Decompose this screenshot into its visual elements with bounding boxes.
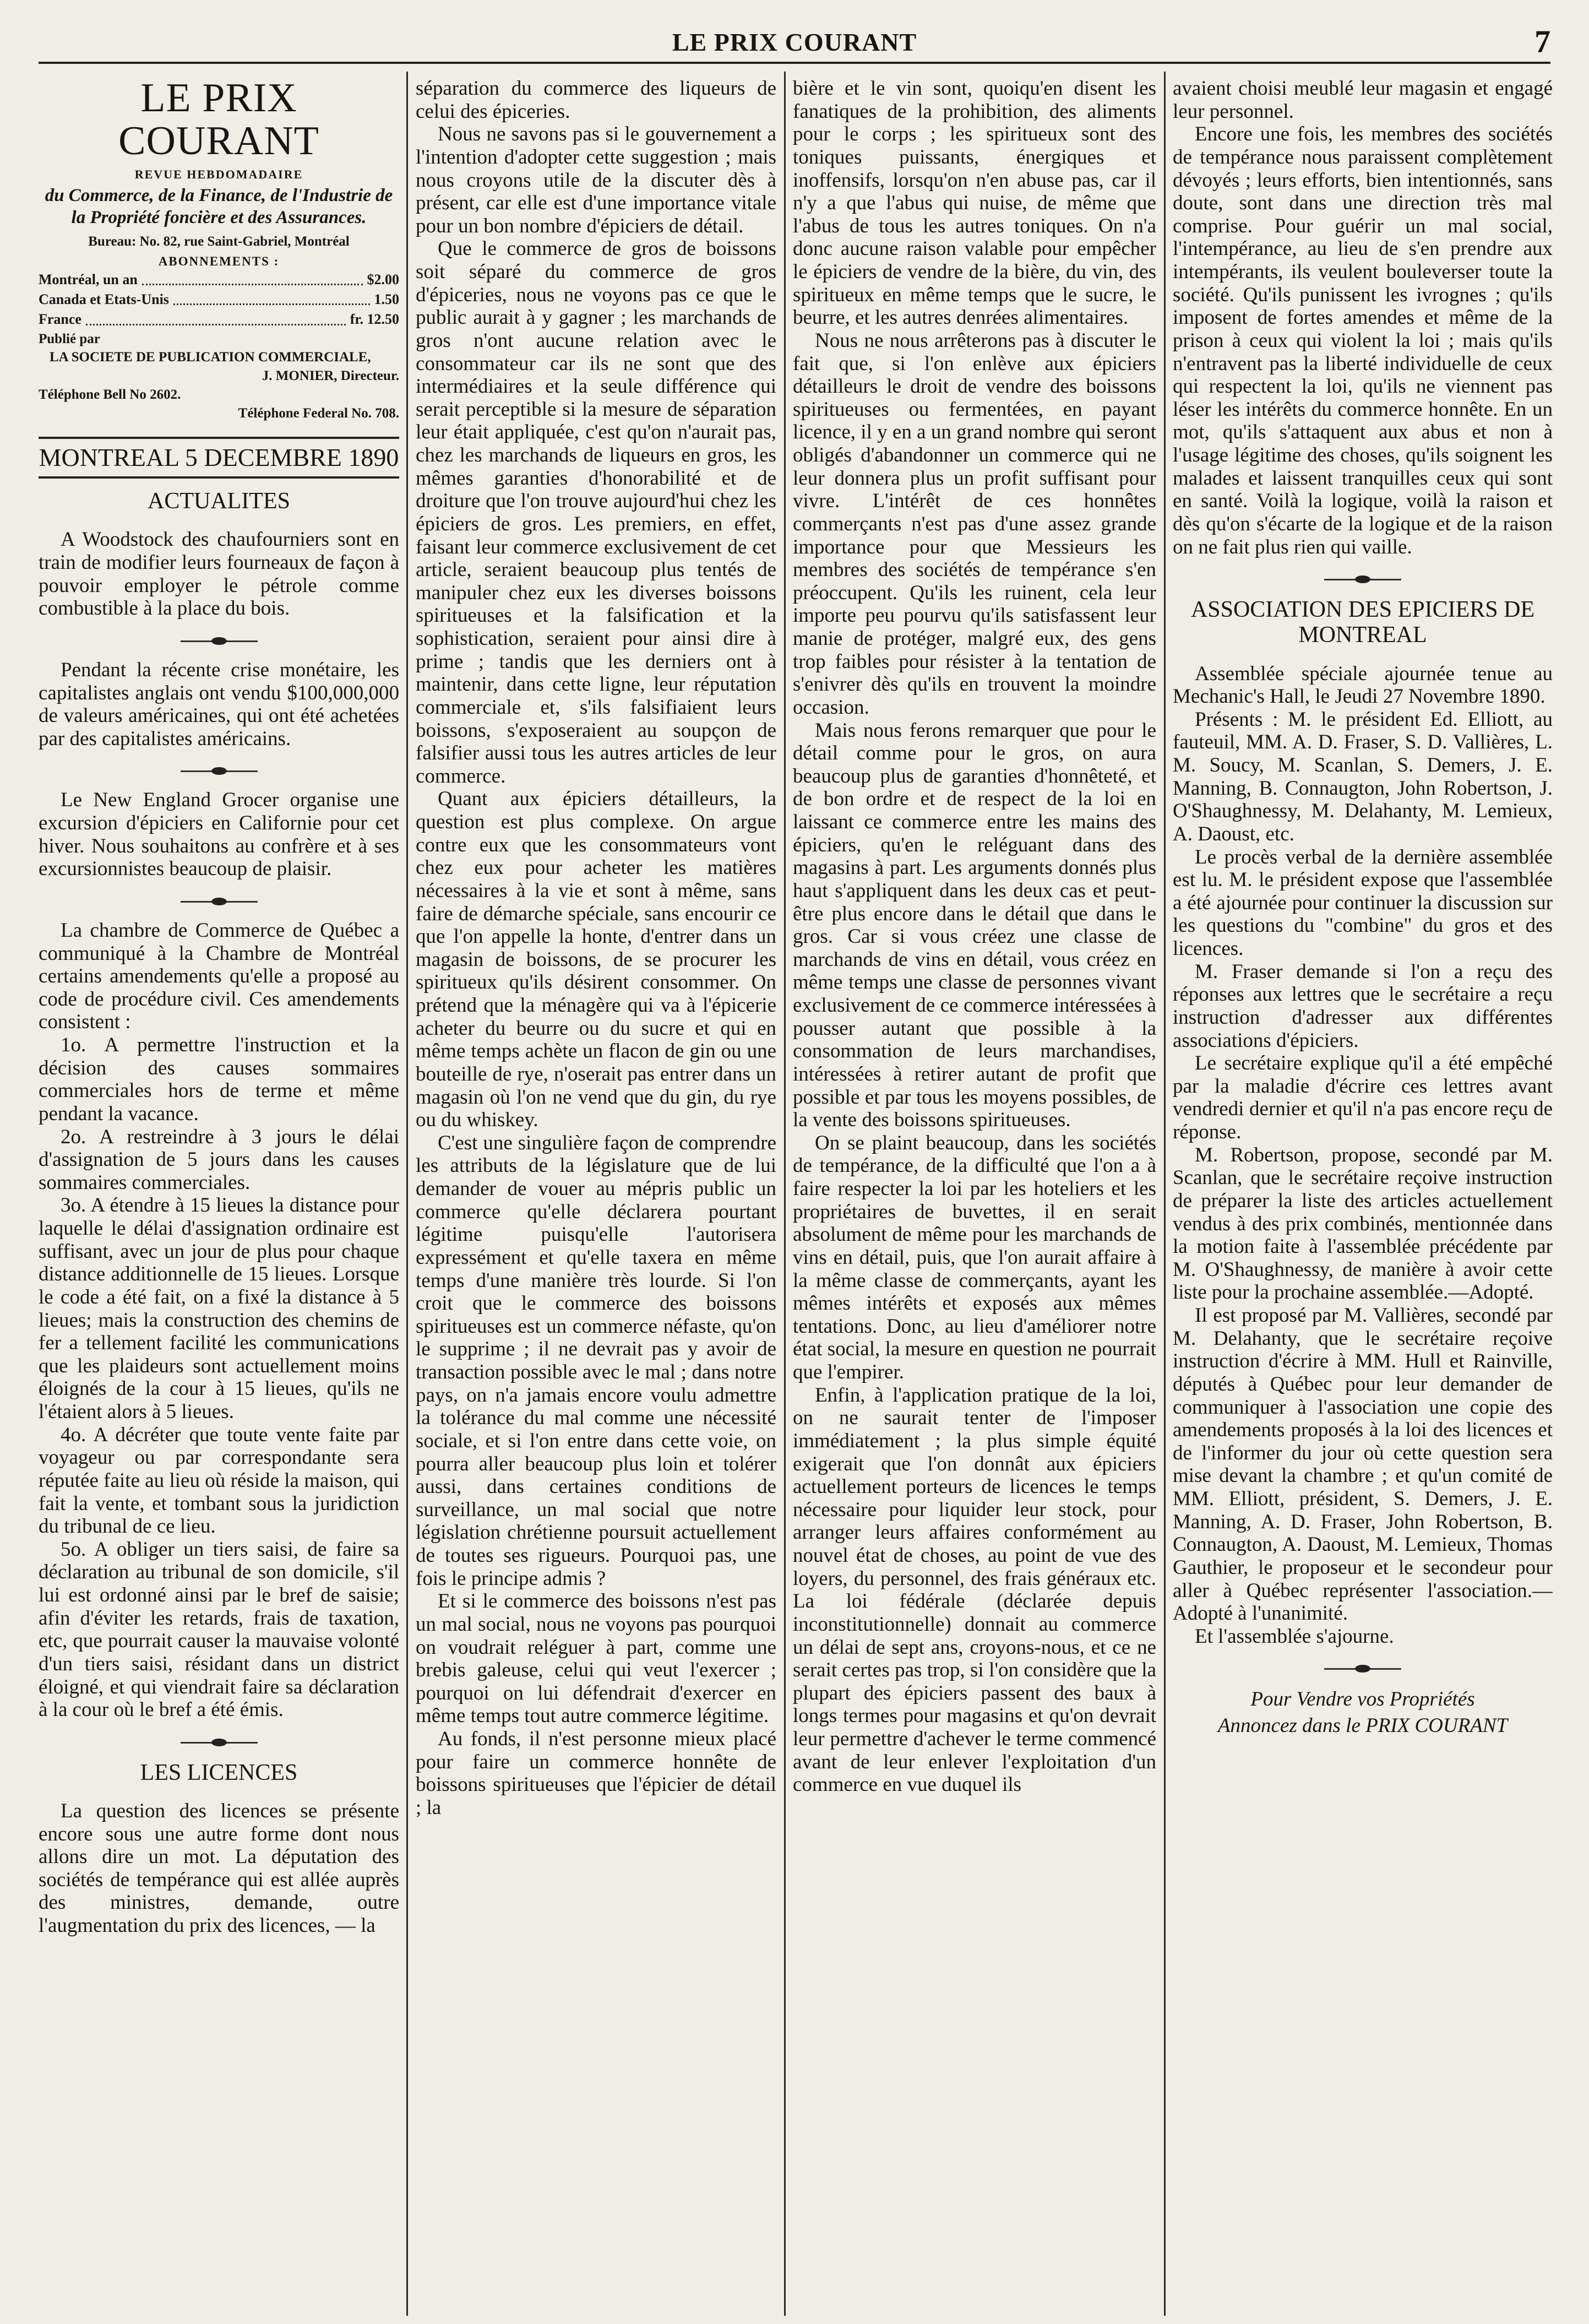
masthead-subtitle: REVUE HEBDOMADAIRE — [134, 167, 303, 182]
running-title: LE PRIX COURANT — [672, 28, 917, 56]
article-paragraph: 4o. A décréter que toute vente faite par voyageur ou par correspondante sera réputée faite au lieu où réside la maison, qui fait la vente, et tombant sous la juridiction du tribunal de ce lieu. — [39, 1423, 399, 1538]
article-paragraph: 3o. A étendre à 15 lieues la distance pour laquelle le délai d'assignation ordinaire est suffisant, avec un jour de plus pour chaque distance additionnelle de 15 lieues. Lorsque le code a été fait, on a fixé la distance à 5 lieues; mais la construction des chemins de fer a tellement facilité les communications que les plaideurs sont actuellement moins éloignés de la cour à 15 lieues, qu'ils ne l'étaient alors à 5 lieues. — [39, 1194, 399, 1424]
separator — [1324, 573, 1401, 586]
article-paragraph: Enfin, à l'application pratique de la loi, on ne saurait tenter de l'imposer immédiatement ; la plus simple équité exigerait que l'on donnât aux épiciers actuellement porteurs de licences le temps nécessaire pour liquider leur stock, pour arranger leurs affaires conformément au nouvel état de choses, au point de vue des loyers, du personnel, des frais généraux etc. La loi fédérale (déclarée depuis inconstitutionnelle) donnait au commerce un délai de sept ans, croyons-nous, et ce ne serait certes pas trop, si l'on considère que la plupart des épiciers passent des baux à longs termes pour magasins et qu'on devrait leur permettre d'achever le terme commencé avant de leur enlever l'exploitation d'un commerce en vue duquel ils — [793, 1383, 1156, 1796]
article-paragraph: C'est une singulière façon de comprendre les attributs de la législature que de lui demander de vouer au mépris public un commerce qu'elle déclarera pourtant légitime puisqu'elle l'autorisera expressément et qu'elle taxera en même temps d'une manière très lourde. Si l'on croit que le commerce des boissons spiritueuses est un commerce néfaste, qu'on le supprime ; il ne devrait pas y avoir de transaction possible avec le mal ; dans notre pays, on n'a jamais encore voulu admettre la tolérance du mal comme une nécessité sociale, et si l'on entre dans cette voie, on pourra aller beaucoup plus loin et tolérer aussi, dans certaines conditions de surveillance, un mal social que notre législation chrétienne poursuit actuellement de toutes ses rigueurs. Pourquoi pas, une fois le principe admis ? — [416, 1131, 776, 1590]
masthead-title: LE PRIX COURANT — [118, 77, 319, 164]
column-1 — [39, 77, 399, 2313]
column-rule — [1164, 72, 1166, 2316]
masthead — [39, 77, 399, 422]
separator — [181, 895, 258, 908]
column-rule — [784, 72, 786, 2316]
publisher: LA SOCIETE DE PUBLICATION COMMERCIALE, — [50, 350, 371, 365]
article-paragraph: A Woodstock des chaufourniers sont en train de modifier leurs fourneaux de façon à pouvoir employer le pétrole comme combustible à la place du bois. — [39, 528, 399, 620]
article-paragraph: Le secrétaire explique qu'il a été empêché par la maladie d'écrire ces lettres avant vendredi dernier et qu'il n'a pas encore reçu de réponse. — [1173, 1052, 1553, 1143]
article-paragraph: Au fonds, il n'est personne mieux placé pour faire un commerce honnête de boissons spiritueuses que l'épicier de détail ; la — [416, 1728, 776, 1819]
subscription-place: France — [39, 311, 81, 328]
article-paragraph: 1o. A permettre l'instruction et la décision des causes sommaires commerciales hors de terme et même pendant la vacance. — [39, 1034, 399, 1125]
masthead-description: du Commerce, de la Finance, de l'Industrie de la Propriété foncière et des Assurances. — [45, 185, 393, 227]
subscription-place: Canada et Etats-Unis — [39, 291, 169, 307]
separator — [181, 764, 258, 778]
article-paragraph: 5o. A obliger un tiers saisi, de faire sa déclaration au tribunal de son domicile, s'il lui est ordonné ainsi par le bref de saisie; afin d'éviter les retards, frais de taxation, etc, que pourrait causer la mauvaise volonté d'un tiers saisi, résidant dans un district éloigné, et qui viendrait faire sa déclaration à la cour où le bref a été émis. — [39, 1538, 399, 1722]
article-paragraph: Le procès verbal de la dernière assemblée est lu. M. le président expose que l'assemblée a été ajournée pour continuer la discussion sur les questions du "combine" du gros et des licences. — [1173, 845, 1553, 960]
article-paragraph: Nous ne savons pas si le gouvernement a l'intention d'adopter cette suggestion ; mais nous croyons utile de la discuter dès à présent, car elle est d'une importance vitale pour un bon nombre d'épiciers de détail. — [416, 123, 776, 237]
article-paragraph: 2o. A restreindre à 3 jours le délai d'assignation de 5 jours dans les causes sommaires commerciales. — [39, 1125, 399, 1194]
article-paragraph: La chambre de Commerce de Québec a communiqué à la Chambre de Montréal certains amendements qu'elle a proposé au code de procédure civil. Ces amendements consistent : — [39, 919, 399, 1034]
article-paragraph: M. Robertson, propose, secondé par M. Scanlan, que le secrétaire reçoive instruction de préparer la liste des articles actuellement vendus à des prix combinés, mentionnée dans la motion faite à l'assemblée précédente par M. O'Shaughnessy, de manière à avoir cette liste pour la prochaine assemblée.—Adopté. — [1173, 1143, 1553, 1304]
section-heading: LES LICENCES — [140, 1760, 298, 1785]
subscription-row — [39, 309, 399, 329]
article-paragraph: Présents : M. le président Ed. Elliott, au fauteuil, MM. A. D. Fraser, S. D. Vallières, L. M. Soucy, M. Scanlan, S. Demers, J. E. Manning, B. Connaugton, John Robertson, J. O'Shaughnessy, M. Delahanty, M. Lemieux, A. Daoust, etc. — [1173, 708, 1553, 845]
article-paragraph: séparation du commerce des liqueurs de celui des épiceries. — [416, 77, 776, 123]
article-paragraph: Assemblée spéciale ajournée tenue au Mechanic's Hall, le Jeudi 27 Novembre 1890. — [1173, 662, 1553, 708]
article-paragraph: Quant aux épiciers détailleurs, la question est plus complexe. On argue contre eux que les consommateurs vont chez eux pour acheter les matières nécessaires à la vie et sont à même, sans faire de démarche spéciale, sans encourir ce que l'on appelle la honte, d'entrer dans un magasin de boissons, de se procurer les spiritueux qu'ils désirent consommer. On prétend que la ménagère qui va à l'épicerie acheter du beurre ou du sucre et qui en même temps achète un flacon de gin ou une bouteille de rye, n'oserait pas entrer dans un magasin où l'on ne vend que du gin, du rye ou du whiskey. — [416, 788, 776, 1132]
advertisement — [1173, 1686, 1553, 1739]
subscription-place: Montréal, un an — [39, 271, 138, 287]
subscription-price: 1.50 — [374, 291, 399, 307]
subscriptions-label: ABONNEMENTS : — [158, 254, 280, 268]
masthead-bureau: Bureau: No. 82, rue Saint-Gabriel, Montréal — [88, 234, 350, 249]
column-rule — [406, 72, 408, 2316]
column-3 — [793, 77, 1156, 2313]
phone-bell: Téléphone Bell No 2602. — [39, 387, 181, 402]
running-head — [39, 23, 1550, 64]
article-paragraph: Encore une fois, les membres des sociétés de tempérance nous paraissent complètement dévoyés ; leurs efforts, bien intentionnés, sans doute, sont dans une direction très mal comprise. Pour guérir un mal social, l'intempérance, au lieu de s'en prendre aux intempérants, ils veulent bouleverser toute la société. Qu'ils punissent les ivrognes ; qu'ils imposent de fortes amendes et même de la prison à ceux qui violent la loi ; mais qu'ils n'entravent pas la liberté individuelle de ceux qui respectent la loi, qu'ils ne viennent pas léser les intérêts du commerce honnête. En un mot, qu'ils s'attaquent aux abus et non à l'usage légitime des choses, qu'ils soignent les malades et laissent tranquilles ceux qui sont en santé. Voilà la logique, voilà la raison et dès qu'on s'écarte de la logique et de la raison on ne fait plus rien qui vaille. — [1173, 123, 1553, 558]
section-heading: ASSOCIATION DES EPICIERS DE MONTREAL — [1190, 597, 1535, 648]
article-paragraph: Pendant la récente crise monétaire, les capitalistes anglais ont vendu $100,000,000 de valeurs américaines, qui ont été achetées par des capitalistes américains. — [39, 658, 399, 750]
article-paragraph: Que le commerce de gros de boissons soit séparé du commerce de gros d'épiceries, nous ne voyons pas ce que le public aurait à y gagner ; les marchands de gros n'ont aucune relation avec le consommateur car ils ne sont que des intermédiaires et la seule différence qui serait perceptible si la mesure de séparation leur était appliquée, c'est qu'on n'aurait pas, chez les marchands de liqueurs en gros, les mêmes garanties d'honorabilité et de droiture que l'on trouve aujourd'hui chez les épiciers de gros. Les premiers, en effet, faisant leur commerce exclusivement de cet article, seraient beaucoup plus tentés de manipuler chez eux les diverses boissons spiritueuses et la falsification et la sophistication, seraient pour ainsi dire à prime ; tandis que les derniers ont à maintenir, dans cette ligne, leur réputation commerciale et, s'ils falsifiaient leurs boissons, s'exposeraient au soupçon de falsifier aussi tous les autres articles de leur commerce. — [416, 237, 776, 788]
advertisement-line: Annoncez dans le PRIX COURANT — [1217, 1714, 1508, 1737]
article-paragraph: bière et le vin sont, quoiqu'en disent les fanatiques de la prohibition, des aliments pour le corps ; les spiritueux sont des toniques puissants, énergiques et inoffensifs, lorsqu'on n'en abuse pas, car il n'y a que l'abus qui nuise, de même que l'abus de tous les autres toniques. On n'a donc aucune raison valable pour empêcher le épiciers de vendre de la bière, du vin, des spiritueux en même temps que le sucre, le beurre, et les autres denrées alimentaires. — [793, 77, 1156, 329]
article-paragraph: La question des licences se présente encore sous une autre forme dont nous allons dire un mot. La députation des sociétés de tempérance qui est allée auprès des ministres, demande, outre l'augmentation du prix des licences, — la — [39, 1799, 399, 1937]
section-heading: ACTUALITES — [148, 488, 290, 514]
article-paragraph: M. Fraser demande si l'on a reçu des réponses aux lettres que le secrétaire a reçu instruction d'adresser aux différentes associations d'épiciers. — [1173, 960, 1553, 1052]
page-number: 7 — [1534, 24, 1550, 59]
article-paragraph: Il est proposé par M. Vallières, secondé par M. Delahanty, que le secrétaire reçoive instruction d'écrire à MM. Hull et Rainville, députés à Québec pour leur demander de communiquer à l'association une copie des amendements proposés à la loi des licences et de l'informer du jour où cette question sera mise devant la chambre ; et qu'un comité de MM. Elliott, président, S. Demers, J. E. Manning, A. D. Fraser, John Robertson, B. Connaugton, A. Daoust, M. Lemieux, Thomas Gauthier, le proposeur et le secondeur pour aller à Québec représenter l'association.—Adopté à l'unanimité. — [1173, 1304, 1553, 1625]
subscription-price: $2.00 — [367, 271, 399, 287]
article-paragraph: Nous ne nous arrêterons pas à discuter le fait que, si l'on enlève aux épiciers détailleurs le droit de vendre des boissons spiritueuses ou fermentées, en payant licence, il y en a un grand nombre qui seront obligés d'abandonner un commerce qui ne leur donnera plus un profit suffisant pour vivre. L'intérêt de ces honnêtes commerçants n'est pas d'une assez grande importance pour que Messieurs les membres des sociétés de tempérance s'en préoccupent. Qu'ils les ruinent, cela leur importe peu pourvu qu'ils satisfassent leur manie de protéger, malgré eux, des gens trop faibles pour résister à la tentation de s'enivrer dès qu'ils en trouvent la moindre occasion. — [793, 329, 1156, 719]
separator — [1324, 1662, 1401, 1675]
article-paragraph: avaient choisi meublé leur magasin et engagé leur personnel. — [1173, 77, 1553, 123]
column-2 — [416, 77, 776, 2313]
subscription-row — [39, 290, 399, 309]
publisher-label: Publié par — [39, 331, 100, 346]
article-paragraph: Le New England Grocer organise une excursion d'épiciers en Californie pour cet hiver. Nous souhaitons au confrère et à ses excursionnistes beaucoup de plaisir. — [39, 789, 399, 881]
article-paragraph: Mais nous ferons remarquer que pour le détail comme pour le gros, on aura beaucoup plus de garanties d'honnêteté, et de bon ordre et de respect de la loi en laissant ce commerce entre les mains des épiciers, qu'en le reléguant dans des magasins à part. Les arguments donnés plus haut s'appliquent dans les deux cas et peut-être plus encore dans le détail que dans le gros. Car si vous créez une classe de marchands de vins en détail, vous créez en même temps une classe de personnes vivant exclusivement de ce commerce intéressées à pousser autant que possible à la consommation de leurs marchandises, intéressées à retirer autant de profit que possible et par tous les moyens possibles, de la vente des boissons spiritueuses. — [793, 719, 1156, 1132]
advertisement-line: Pour Vendre vos Propriétés — [1250, 1688, 1475, 1711]
column-4 — [1173, 77, 1553, 2313]
subscription-row — [39, 270, 399, 290]
article-paragraph: On se plaint beaucoup, dans les sociétés de tempérance, de la difficulté que l'on a à faire respecter la loi par les hoteliers et les propriétaires de buvettes, il en serait absolument de même pour les marchands de vins en détail, puis, que l'on aurait affaire à la même classe de commerçants, ayant les mêmes intérêts et exposés aux mêmes tentations. Donc, au lieu d'améliorer notre état social, la mesure en question ne pourrait que l'empirer. — [793, 1131, 1156, 1383]
phone-federal: Téléphone Federal No. 708. — [238, 405, 399, 421]
article-paragraph: Et l'assemblée s'ajourne. — [1195, 1625, 1394, 1648]
subscription-price: fr. 12.50 — [350, 311, 399, 328]
director: J. MONIER, Directeur. — [262, 368, 399, 384]
dateline: MONTREAL 5 DECEMBRE 1890 — [39, 437, 399, 479]
separator — [181, 634, 258, 648]
separator — [181, 1736, 258, 1749]
article-paragraph: Et si le commerce des boissons n'est pas un mal social, nous ne voyons pas pourquoi on voudrait reléguer à part, comme une brebis galeuse, celui qui veut l'exercer ; pourquoi on lui défendrait d'exercer en même temps tout autre commerce légitime. — [416, 1590, 776, 1728]
